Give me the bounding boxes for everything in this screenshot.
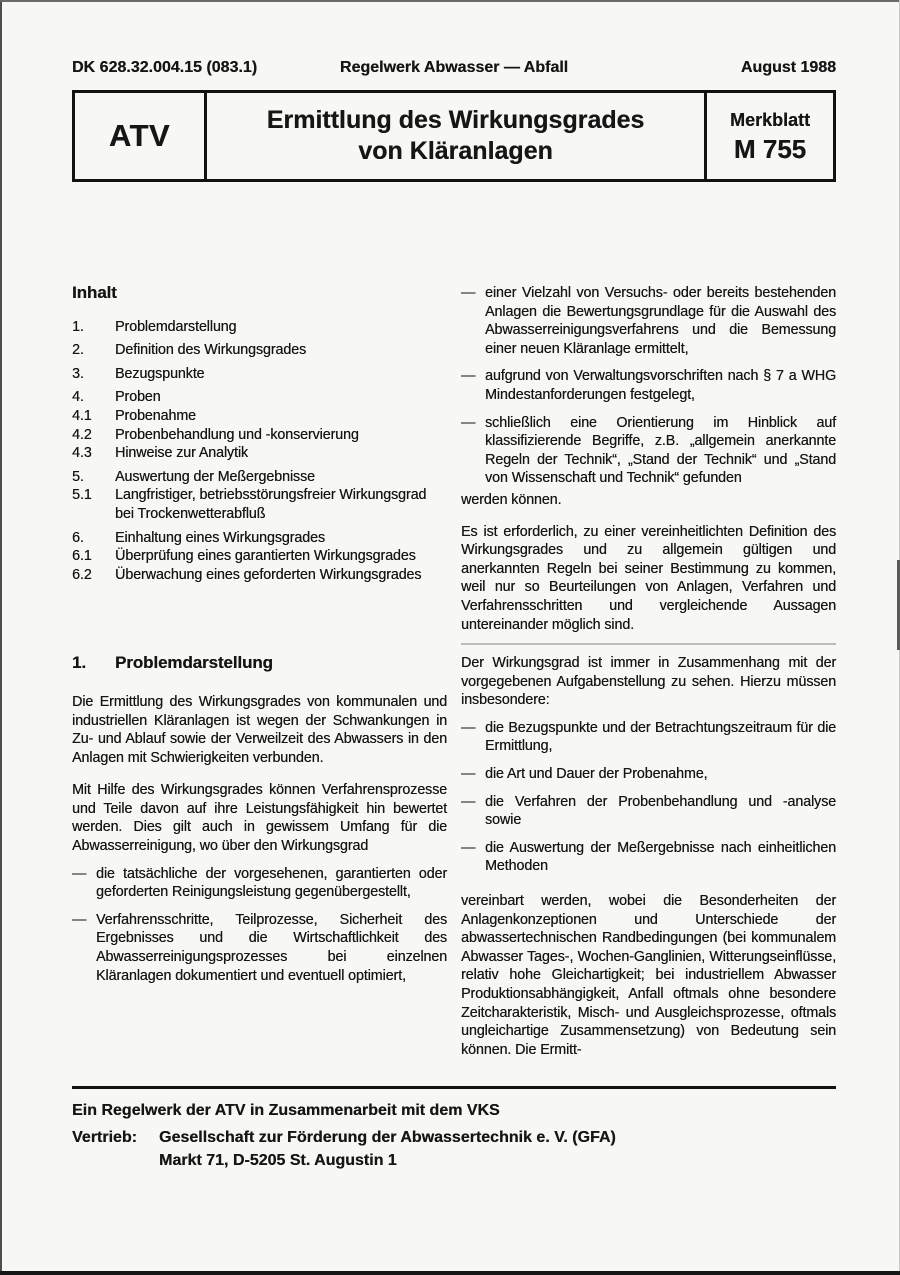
toc-item bbox=[72, 468, 447, 487]
document-title-line-1: Ermittlung des Wirkungsgrades bbox=[266, 106, 645, 134]
toc-item bbox=[72, 341, 447, 360]
vendor-address bbox=[159, 1126, 616, 1172]
bullet-dash: — bbox=[461, 368, 476, 385]
bullet-text: aufgrund von Verwaltungsvorschriften nach § 7 a WHG Mindestanforderungen festgelegt, bbox=[485, 368, 836, 403]
left-column bbox=[72, 284, 447, 1059]
page-content bbox=[72, 58, 836, 1059]
toc-item-number: 4. bbox=[72, 389, 84, 406]
scan-edge-bottom bbox=[0, 1271, 900, 1275]
bullet-dash: — bbox=[72, 865, 87, 882]
hanging-line: werden können. bbox=[461, 491, 562, 508]
bullet-item bbox=[461, 414, 836, 488]
toc-item bbox=[72, 407, 447, 426]
toc-item-number: 6.1 bbox=[72, 548, 92, 565]
bullet-item bbox=[461, 284, 836, 358]
bullet-dash: — bbox=[461, 414, 476, 431]
toc-item-label: Hinweise zur Analytik bbox=[115, 445, 248, 462]
bullet-item bbox=[461, 793, 836, 830]
toc-item bbox=[72, 388, 447, 407]
bullet-dash: — bbox=[461, 285, 476, 301]
bullet-text: die Art und Dauer der Probenahme, bbox=[485, 766, 708, 783]
column-divider-rule bbox=[461, 643, 836, 645]
bullet-text: die Verfahren der Probenbehandlung und -analyse sowie bbox=[485, 793, 836, 829]
toc-item bbox=[72, 318, 447, 337]
paragraph: Der Wirkungsgrad ist immer in Zusammenhang mit der vorgegebenen Aufgabenstellung zu sehen. Hierzu müssen insbesondere: bbox=[461, 655, 836, 709]
title-box bbox=[72, 90, 836, 182]
section-1-heading bbox=[72, 654, 447, 673]
doc-id-cell bbox=[707, 93, 833, 179]
bullet-list bbox=[461, 719, 836, 876]
paragraph: Die Ermittlung des Wirkungsgrades von kommunalen und industriellen Kläranlagen ist wegen der Schwankungen in Zu- und Ablauf sowie der Verweilzeit des Abwassers in den Anlagen mit Schwierigkeiten verbunden. bbox=[72, 693, 447, 766]
toc-item-number: 6. bbox=[72, 529, 84, 546]
toc-item-number: 4.2 bbox=[72, 426, 92, 443]
issue-date: August 1988 bbox=[740, 59, 836, 76]
toc-item-label: Probenbehandlung und -konservierung bbox=[115, 426, 359, 443]
toc-item bbox=[72, 486, 447, 523]
scan-edge-left bbox=[0, 0, 2, 1275]
section-number: 1. bbox=[72, 653, 86, 673]
toc-item-label: Definition des Wirkungsgrades bbox=[115, 342, 306, 359]
toc-item bbox=[72, 547, 447, 566]
bullet-dash: — bbox=[461, 719, 476, 736]
scan-edge-top bbox=[0, 0, 900, 2]
bullet-text: Verfahrensschritte, Teilprozesse, Sicherheit des Ergebnisses und die Wirtschaftlichkeit des Abwasserreinigungsprozesses bei einzelnen Kläranlagen dokumentiert und eventuell optimiert, bbox=[96, 911, 447, 984]
bullet-dash: — bbox=[461, 766, 476, 783]
toc-heading: Inhalt bbox=[72, 283, 117, 302]
toc-item-label: Einhaltung eines Wirkungsgrades bbox=[115, 529, 325, 546]
paragraph: Es ist erforderlich, zu einer vereinheitlichten Definition des Wirkungsgrades und zu allgemein gültigen und anerkannten Regeln bei seiner Bestimmung zu kommen, weil nur so Beurteilungen von Anlagen, Verfahren und Verfahrensschritten und vergleichende Aussagen untereinander möglich sind. bbox=[461, 523, 836, 633]
toc-item bbox=[72, 426, 447, 445]
bullet-text: die Bezugspunkte und der Betrachtungszeitraum für die Ermittlung, bbox=[485, 719, 836, 755]
two-column-body bbox=[72, 284, 836, 1059]
vendor-address-line-1: Gesellschaft zur Förderung der Abwassertechnik e. V. (GFA) bbox=[159, 1129, 616, 1146]
footer-imprint: Ein Regelwerk der ATV in Zusammenarbeit mit dem VKS bbox=[72, 1102, 500, 1119]
toc-item-number: 4.1 bbox=[72, 407, 92, 424]
toc-item-label: Bezugspunkte bbox=[115, 365, 205, 382]
vendor-label: Vertrieb: bbox=[72, 1129, 137, 1146]
bullet-text: die tatsächliche der vorgesehenen, garantierten oder geforderten Reinigungsleistung gegenübergestellt, bbox=[96, 865, 447, 901]
org-abbreviation: ATV bbox=[75, 93, 207, 179]
toc-item bbox=[72, 444, 447, 463]
bullet-text: die Auswertung der Meßergebnisse nach einheitlichen Methoden bbox=[485, 839, 836, 875]
toc-item-number: 3. bbox=[72, 365, 84, 382]
bullet-text: schließlich eine Orientierung im Hinblick auf klassifizierende Begriffe, z.B. „allgemein anerkannte Regeln der Technik“, „Stand der Technik“ und „Stand von Wissenschaft und Technik“ gefunden bbox=[485, 414, 836, 487]
toc-item-label: Problemdarstellung bbox=[115, 318, 237, 335]
bullet-dash: — bbox=[461, 839, 476, 856]
toc-item-number: 4.3 bbox=[72, 445, 92, 462]
vendor-block bbox=[72, 1126, 836, 1172]
footer-rule bbox=[72, 1086, 836, 1089]
bullet-dash: — bbox=[461, 793, 476, 810]
doc-number: M 755 bbox=[733, 133, 807, 164]
bullet-text: einer Vielzahl von Versuchs- oder bereits bestehenden Anlagen die Bewertungsgrundlage für die Auswahl des Abwasserreinigungsverfahrens und die Bemessung einer neuen Kläranlage ermittelt, bbox=[485, 285, 836, 357]
masthead bbox=[72, 58, 836, 78]
right-column bbox=[461, 284, 836, 1059]
toc-item-label: Auswertung der Meßergebnisse bbox=[115, 468, 315, 485]
toc-item-label: Langfristiger, betriebsstörungsfreier Wirkungsgrad bei Trockenwetterabfluß bbox=[115, 487, 427, 522]
bullet-item bbox=[72, 865, 447, 902]
toc-item-label: Überprüfung eines garantierten Wirkungsgrades bbox=[115, 548, 416, 565]
bullet-item bbox=[461, 367, 836, 404]
doc-type: Merkblatt bbox=[729, 109, 810, 130]
toc-item-number: 5.1 bbox=[72, 487, 92, 504]
toc-item-number: 1. bbox=[72, 318, 84, 335]
bullet-item bbox=[72, 911, 447, 985]
document-title bbox=[207, 93, 707, 179]
toc-item-label: Proben bbox=[115, 389, 161, 406]
footer bbox=[72, 1086, 836, 1172]
toc-item-label: Überwachung eines geforderten Wirkungsgrades bbox=[115, 566, 422, 583]
dk-number: DK 628.32.004.15 (083.1) bbox=[72, 59, 258, 76]
paragraph: vereinbart werden, wobei die Besonderheiten der Anlagenkonzeptionen und Unterschiede der abwassertechnischen Randbedingungen (bei kommunalem Abwasser Tages-, Wochen-Ganglinien, Witterungseinflüsse, relativ hohe Gleichartigkeit; bei industriellem Abwasser Produktionsabhängigkeit, Anfall oftmals ohne besondere Zeitcharakteristik, Misch- und Ausgleichsprozesse, oftmals ungleichartige Zusammensetzung) von Bedeutung sein können. Die Ermitt- bbox=[461, 893, 836, 1058]
toc-item-number: 2. bbox=[72, 342, 84, 359]
toc-item-number: 6.2 bbox=[72, 566, 92, 583]
bullet-dash: — bbox=[72, 911, 87, 928]
section-title: Problemdarstellung bbox=[115, 653, 273, 673]
toc-item-number: 5. bbox=[72, 468, 84, 485]
bullet-item bbox=[461, 765, 836, 784]
bullet-item bbox=[461, 839, 836, 876]
paragraph: Mit Hilfe des Wirkungsgrades können Verfahrensprozesse und Teile davon auf ihre Leistungsfähigkeit hin bewertet werden. Dies gilt auch in gewissem Umfang für die Abwasserreinigung, wo über den Wirkungsgrad bbox=[72, 782, 447, 855]
bullet-item bbox=[461, 719, 836, 756]
vendor-address-line-2: Markt 71, D-5205 St. Augustin 1 bbox=[159, 1152, 397, 1169]
document-title-line-2: von Kläranlagen bbox=[358, 137, 553, 165]
toc-item-label: Probenahme bbox=[115, 407, 196, 424]
toc-item bbox=[72, 529, 447, 548]
toc-item bbox=[72, 566, 447, 585]
series-title: Regelwerk Abwasser — Abfall bbox=[339, 59, 569, 76]
toc-item bbox=[72, 365, 447, 384]
